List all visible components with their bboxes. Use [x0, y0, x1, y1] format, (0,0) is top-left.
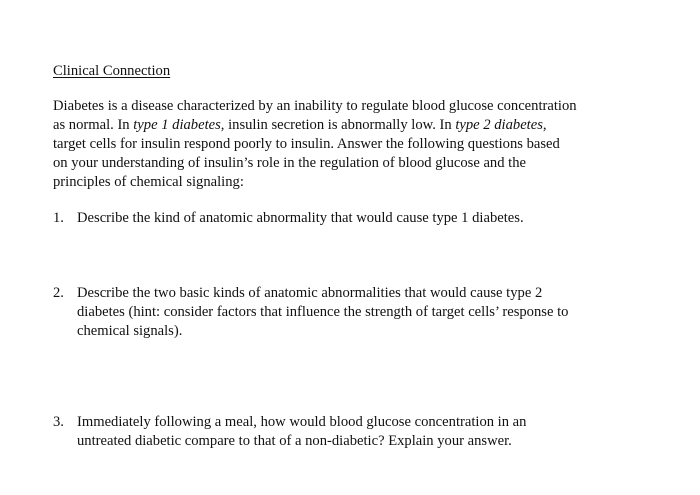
intro-line-3: target cells for insulin respond poorly to insulin. Answer the following questions based	[53, 136, 560, 152]
intro-line-1: Diabetes is a disease characterized by an inability to regulate blood glucose concentration	[53, 98, 577, 114]
intro-line-5: principles of chemical signaling:	[53, 174, 244, 190]
question-number: 1.	[53, 210, 64, 226]
section-heading: Clinical Connection	[53, 63, 171, 79]
intro-line-2	[53, 116, 653, 135]
question-number: 3.	[53, 414, 64, 430]
intro-text: , insulin secretion is abnormally low. In	[220, 117, 456, 133]
question-line: Immediately following a meal, how would blood glucose concentration in an	[77, 414, 527, 430]
question-text	[77, 284, 657, 341]
question-line: chemical signals).	[77, 323, 183, 339]
question-line: Describe the two basic kinds of anatomic abnormalities that would cause type 2	[77, 285, 543, 301]
question-line: diabetes (hint: consider factors that influence the strength of target cells’ response to	[77, 304, 569, 320]
question-text	[77, 413, 657, 451]
question-line: untreated diabetic compare to that of a non-diabetic? Explain your answer.	[77, 433, 512, 449]
intro-text: ,	[542, 117, 547, 133]
question-number: 2.	[53, 285, 64, 301]
type-2-term: type 2 diabetes	[455, 117, 543, 133]
question-text	[77, 209, 657, 228]
type-1-term: type 1 diabetes	[133, 117, 221, 133]
intro-text: as normal. In	[53, 117, 134, 133]
intro-line-4: on your understanding of insulin’s role in the regulation of blood glucose and the	[53, 155, 526, 171]
intro-paragraph	[53, 97, 653, 192]
question-line: Describe the kind of anatomic abnormality that would cause type 1 diabetes.	[77, 210, 524, 226]
